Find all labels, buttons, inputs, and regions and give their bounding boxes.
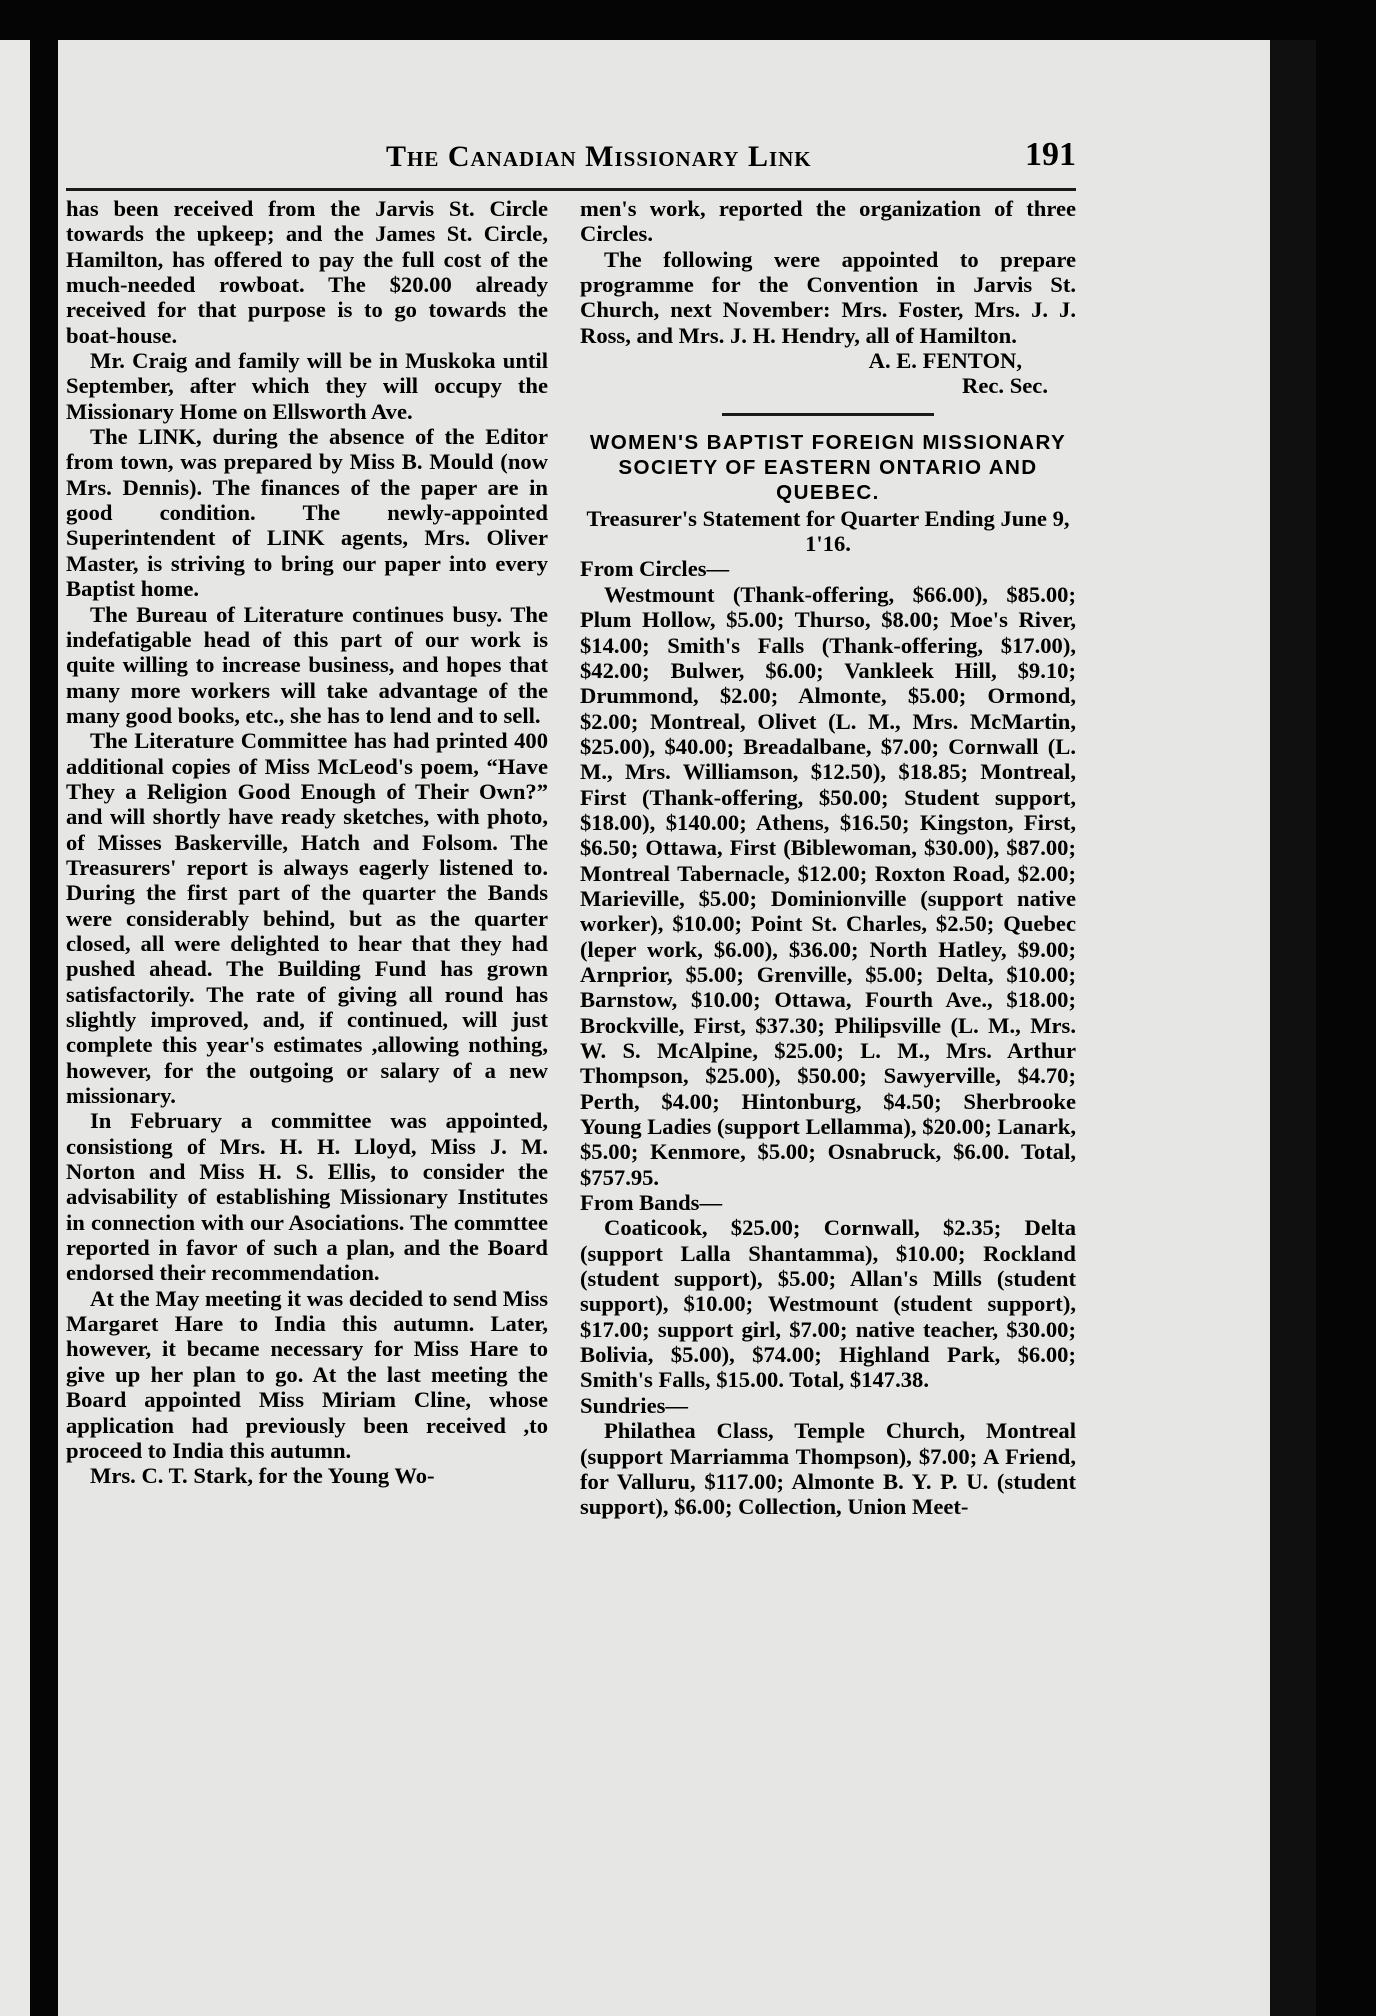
paragraph: At the May meeting it was decided to send Miss Margaret Hare to India this autumn. Later, however, it became necessary for Miss Hare to give up her plan to go. At the last meeting the Board appointed Miss Miriam Cline, whose application had previously been received ,to proceed to India this autumn. [66, 1285, 548, 1463]
page-number: 191 [1025, 136, 1076, 173]
section-label: Sundries— [580, 1392, 688, 1418]
left-column [66, 196, 548, 1489]
statement-heading: Treasurer's Statement for Quarter Ending June 9, 1'16. [586, 505, 1070, 557]
paragraph: Mrs. C. T. Stark, for the Young Wo- [90, 1463, 435, 1489]
adjacent-page-edge [0, 40, 30, 2016]
paragraph: The Bureau of Literature continues busy. The indefatigable head of this part of our work is quite willing to increase business, and hopes that many more workers will take advantage of the many good books, etc., she has to lend and to sell. [66, 601, 548, 728]
paragraph: Philathea Class, Temple Church, Montreal (support Marriamma Thompson), $7.00; A Friend, for Valluru, $117.00; Almonte B. Y. P. U. (student support), $6.00; Collection, Union Meet- [580, 1418, 1076, 1520]
signature-role: Rec. Sec. [962, 373, 1048, 399]
society-heading: WOMEN'S BAPTIST FOREIGN MISSIONARY SOCIETY OF EASTERN ONTARIO AND QUEBEC. [589, 430, 1067, 505]
book-spine-shadow [1270, 40, 1316, 2016]
section-divider [722, 413, 934, 416]
paragraph: In February a committee was appointed, consistiong of Mrs. H. H. Lloyd, Miss J. M. Norton and Miss H. S. Ellis, to consider the advisability of establishing Missionary Institutes in connection with our Asociations. The commttee reported in favor of such a plan, and the Board endorsed their recommendation. [66, 1108, 548, 1286]
paragraph: Coaticook, $25.00; Cornwall, $2.35; Delta (support Lalla Shantamma), $10.00; Rockland (student support), $5.00; Allan's Mills (student support), $10.00; Westmount (student support), $17.00; support girl, $7.00; native teacher, $30.00; Bolivia, $5.00), $74.00; Highland Park, $6.00; Smith's Falls, $15.00. Total, $147.38. [580, 1215, 1076, 1393]
right-column [580, 196, 1076, 1520]
paragraph: The LINK, during the absence of the Editor from town, was prepared by Miss B. Mould (now Mrs. Dennis). The finances of the paper are in good condition. The newly-appointed Superintendent of LINK agents, Mrs. Oliver Master, is striving to bring our paper into every Baptist home. [66, 424, 548, 602]
paragraph: has been received from the Jarvis St. Circle towards the upkeep; and the James St. Circle, Hamilton, has offered to pay the full cost of the much-needed rowboat. The $20.00 already received for that purpose is to go towards the boat-house. [66, 196, 548, 348]
paragraph: The Literature Committee has had printed 400 additional copies of Miss McLeod's poem, “Have They a Religion Good Enough of Their Own?” and will shortly have ready sketches, with photo, of Misses Baskerville, Hatch and Folsom. The Treasurers' report is always eagerly listened to. During the first part of the quarter the Bands were considerably behind, but as the quarter closed, all were delighted to hear that they had pushed ahead. The Building Fund has grown satisfactorily. The rate of giving all round has slightly improved, and, if continued, will just complete this year's estimates ,allowing nothing, however, for the outgoing or salary of a new missionary. [66, 728, 548, 1109]
section-label: From Bands— [580, 1190, 723, 1216]
running-header [66, 138, 1076, 178]
paragraph: men's work, reported the organization of three Circles. [580, 196, 1076, 247]
section-label: From Circles— [580, 556, 730, 582]
paragraph: Westmount (Thank-offering, $66.00), $85.00; Plum Hollow, $5.00; Thurso, $8.00; Moe's River, $14.00; Smith's Falls (Thank-offering, $17.00), $42.00; Bulwer, $6.00; Vankleek Hill, $9.10; Drummond, $2.00; Almonte, $5.00; Ormond, $2.00; Montreal, Olivet (L. M., Mrs. McMartin, $25.00), $40.00; Breadalbane, $7.00; Cornwall (L. M., Mrs. Williamson, $12.50), $18.85; Montreal, First (Thank-offering, $50.00; Student support, $18.00), $140.00; Athens, $16.50; Kingston, First, $6.50; Ottawa, First (Biblewoman, $30.00), $87.00; Montreal Tabernacle, $12.00; Roxton Road, $2.00; Marieville, $5.00; Dominionville (support native worker), $10.00; Point St. Charles, $2.50; Quebec (leper work, $6.00), $36.00; North Hatley, $9.00; Arnprior, $5.00; Grenville, $5.00; Delta, $10.00; Barnstow, $10.00; Ottawa, Fourth Ave., $18.00; Brockville, First, $37.30; Philipsville (L. M., Mrs. W. S. McAlpine, $25.00; L. M., Mrs. Arthur Thompson, $25.00), $50.00; Sawyerville, $4.70; Perth, $4.00; Hintonburg, $4.50; Sherbrooke Young Ladies (support Lellamma), $20.00; Lanark, $5.00; Kenmore, $5.00; Osnabruck, $6.00. Total, $757.95. [580, 581, 1076, 1190]
header-rule [66, 188, 1076, 191]
signature-name: A. E. FENTON, [868, 348, 1022, 374]
running-title: The Canadian Missionary Link [386, 140, 812, 173]
paragraph: Mr. Craig and family will be in Muskoka until September, after which they will occupy the Missionary Home on Ellsworth Ave. [66, 348, 548, 424]
paragraph: The following were appointed to prepare programme for the Convention in Jarvis St. Church, next November: Mrs. Foster, Mrs. J. J. Ross, and Mrs. J. H. Hendry, all of Hamilton. [580, 246, 1076, 348]
